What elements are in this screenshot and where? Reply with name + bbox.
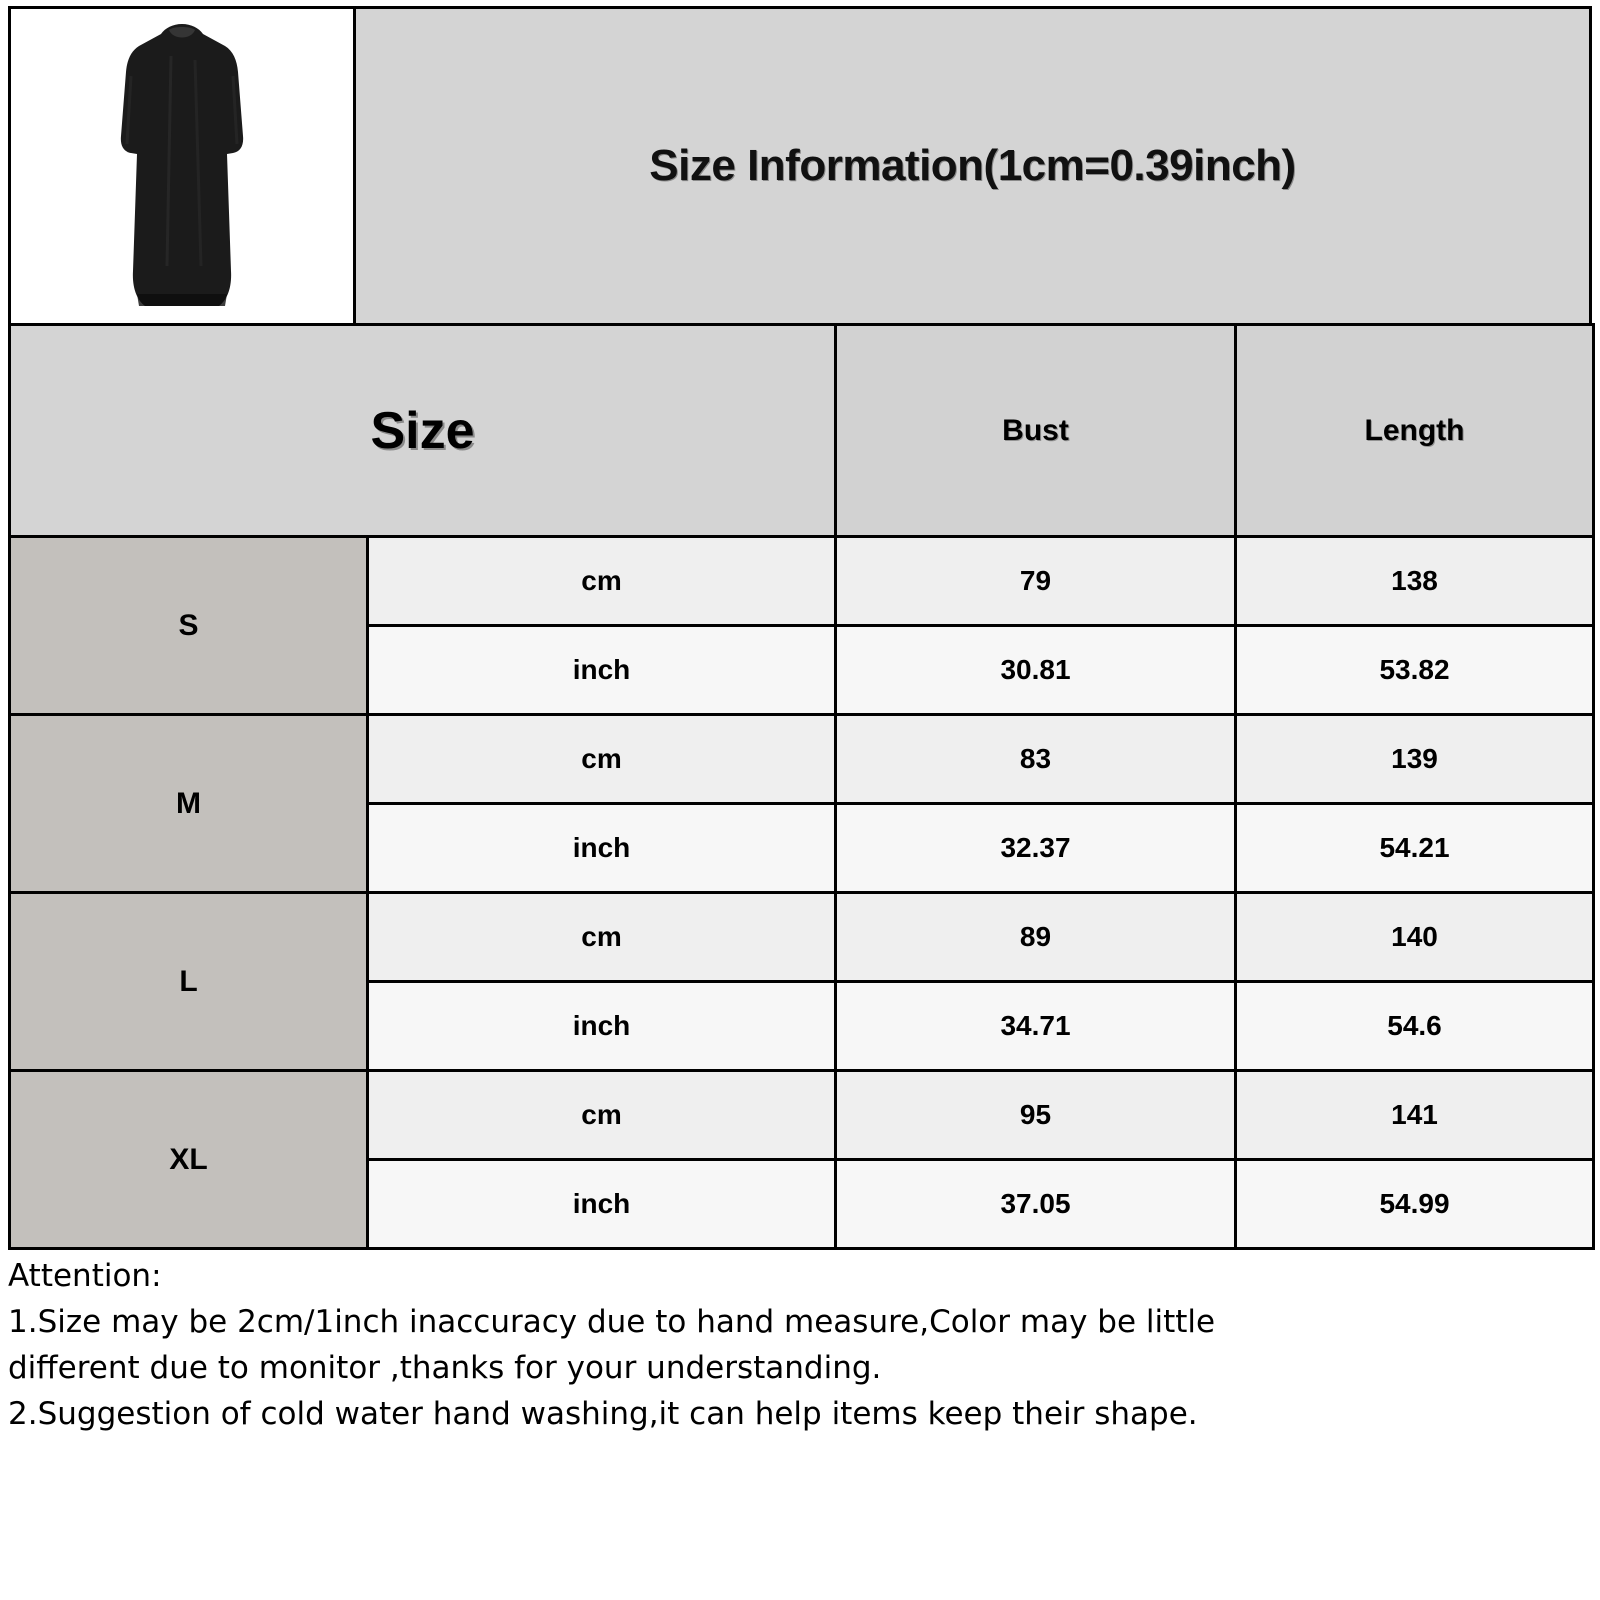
unit-inch: inch: [368, 804, 836, 893]
length-cm: 139: [1236, 715, 1594, 804]
header-length: Length: [1236, 325, 1594, 537]
size-table: [8, 323, 1595, 1250]
length-inch: 54.21: [1236, 804, 1594, 893]
bust-cm: 79: [836, 537, 1236, 626]
header-band: [8, 6, 1592, 326]
page-title: Size Information(1cm=0.39inch): [649, 141, 1296, 190]
bust-inch: 30.81: [836, 626, 1236, 715]
length-inch: 54.99: [1236, 1160, 1594, 1249]
length-inch: 53.82: [1236, 626, 1594, 715]
table-row: [10, 893, 1594, 982]
bust-inch: 32.37: [836, 804, 1236, 893]
unit-inch: inch: [368, 1160, 836, 1249]
product-image-cell: [11, 9, 356, 323]
table-row: [10, 715, 1594, 804]
unit-inch: inch: [368, 982, 836, 1071]
size-information-title-cell: [356, 9, 1589, 323]
length-inch: 54.6: [1236, 982, 1594, 1071]
bust-inch: 37.05: [836, 1160, 1236, 1249]
unit-inch: inch: [368, 626, 836, 715]
size-label-l: L: [10, 893, 368, 1071]
table-row: [10, 537, 1594, 626]
bust-cm: 89: [836, 893, 1236, 982]
bust-cm: 95: [836, 1071, 1236, 1160]
bust-cm: 83: [836, 715, 1236, 804]
attention-note-1b: different due to monitor ,thanks for your understanding.: [8, 1349, 882, 1386]
table-row: [10, 1071, 1594, 1160]
attention-heading: Attention:: [8, 1258, 162, 1294]
unit-cm: cm: [368, 537, 836, 626]
dress-illustration-icon: [107, 16, 257, 316]
size-label-s: S: [10, 537, 368, 715]
size-label-xl: XL: [10, 1071, 368, 1249]
length-cm: 138: [1236, 537, 1594, 626]
bust-inch: 34.71: [836, 982, 1236, 1071]
length-cm: 141: [1236, 1071, 1594, 1160]
length-cm: 140: [1236, 893, 1594, 982]
unit-cm: cm: [368, 715, 836, 804]
table-header-row: [10, 325, 1594, 537]
header-size: Size: [10, 325, 836, 537]
attention-note-1a: 1.Size may be 2cm/1inch inaccuracy due to hand measure,Color may be little: [8, 1303, 1216, 1340]
attention-notes: [8, 1254, 1592, 1438]
size-label-m: M: [10, 715, 368, 893]
attention-note-2: 2.Suggestion of cold water hand washing,it can help items keep their shape.: [8, 1395, 1198, 1432]
header-bust: Bust: [836, 325, 1236, 537]
unit-cm: cm: [368, 893, 836, 982]
unit-cm: cm: [368, 1071, 836, 1160]
